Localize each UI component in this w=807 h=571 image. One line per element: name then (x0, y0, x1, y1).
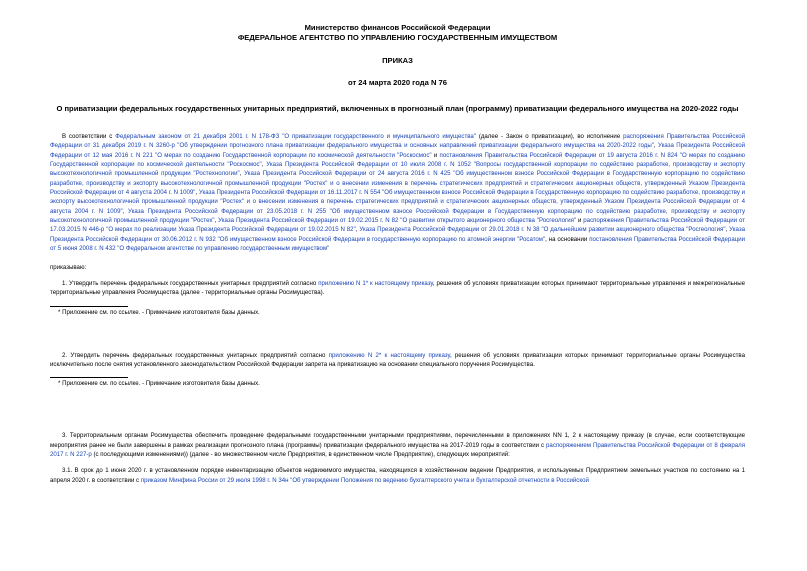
preamble-text: , (261, 161, 267, 169)
link-order-3260r[interactable]: распоряжения Правительства Российской Федерации от 31 декабря 2019 г. N 3260-р "Об утверждении прогнозного плана приватизации федерального имущества и основных направлений приватизации федерального имущества на 2020-2022 годы" (50, 133, 745, 150)
link-decree-425[interactable]: Указа Президента Российской Федерации от 24 августа 2016 г. N 425 "Об имущественном взносе Российской Федерации в Государственную корпорацию по содействию разработке, производству и экспорту высокотехнологичной промышленной продукции "Ростех" и о внесении изменения в перечень стратегических предприятий и стратегических акционерных обществ, утвержденный Указом Президента Российской Федерации от 4 августа 2004 г. N 1009" (50, 170, 745, 197)
preamble-text: и (576, 217, 584, 225)
ordered-label: приказываю: (50, 264, 87, 272)
footnote-1: * Приложение см. по ссылке. - Примечание изготовителя базы данных. (58, 308, 260, 316)
footnote-2: * Приложение см. по ссылке. - Примечание изготовителя базы данных. (58, 380, 260, 388)
preamble-text: , (355, 226, 360, 234)
link-order-227r[interactable]: распоряжением Правительства Российской Федерации от 8 февраля 2017 г. N 227-р (50, 441, 745, 458)
preamble-text: , (653, 142, 658, 150)
item-3-1-text: 3.1. В срок до 1 июня 2020 г. в установленном порядке инвентаризацию объектов недвижимого имущества, находящихся в хозяйственном ведении Предприятия, и используемых Предприятием земельных участков по состоянию на 1 апреля 2020 г. в соответствии с (50, 467, 745, 484)
link-decree-932[interactable]: Указа Президента Российской Федерации от 30.06.2012 г. N 932 "Об имущественном взносе Российской Федерации в государственную корпорацию по атомной энергии "Росатом" (50, 226, 746, 243)
link-resolution-432[interactable]: постановления Правительства Российской Федерации от 5 июня 2008 г. N 432 "О Федеральном агентстве по управлению государственным имуществом" (50, 235, 746, 253)
item-1-text: 1. Утвердить перечень федеральных государственных унитарных предприятий согласно (62, 279, 319, 287)
preamble-text: , (214, 217, 219, 225)
item-1 (50, 279, 745, 298)
item-3 (50, 431, 745, 459)
link-order-446r[interactable]: распоряжения Правительства Российской Федерации от 17.03.2015 N 446-р "О мерах по реализации Указа Президента Российской Федерации от 19.02.2015 N 82" (50, 217, 746, 234)
link-appendix-2[interactable]: приложению N 2* к настоящему приказу (328, 351, 450, 359)
link-decree-1052[interactable]: Указа Президента Российской Федерации от 10 июля 2008 г. N 1052 "Вопросы государственной корпорации по содействию разработке, производству и экспорту высокотехнологичной промышленной продукции "Ростехнологии" (50, 161, 745, 178)
link-appendix-1[interactable]: приложению N 1* к настоящему приказу (318, 279, 433, 287)
ministry-name: Министерство финансов Российской Федерации (304, 23, 491, 32)
doc-date-number: от 24 марта 2020 года N 76 (348, 78, 447, 87)
preamble-paragraph (50, 132, 745, 253)
link-federal-law-178[interactable]: Федеральным законом от 21 декабря 2001 г. N 178-ФЗ "О приватизации государственного и муниципального имущества" (115, 133, 476, 140)
doc-title: О приватизации федеральных государственных унитарных предприятий, включенных в прогнозный план (программу) приватизации федерального имущества на 2020-2022 годы (56, 104, 739, 113)
item-3-1 (50, 466, 745, 485)
link-resolution-824[interactable]: постановления Правительства Российской Федерации от 19 августа 2016 г. N 824 "О мерах по созданию Государственной корпорации по космической деятельности "Роскосмос" (50, 151, 746, 169)
doc-type: ПРИКАЗ (382, 56, 413, 65)
item-3-text-end: (с последующими изменениями)) (далее - во множественном числе Предприятия, в единственном числе Предприятие), следующих мероприятий: (91, 450, 510, 458)
preamble-text: , (195, 189, 199, 197)
preamble-text: , (239, 170, 245, 178)
preamble-text: (далее - Закон о приватизации), во исполнение (475, 133, 624, 140)
item-2 (50, 351, 745, 370)
link-decree-221[interactable]: Указа Президента Российской Федерации от 12 мая 2016 г. N 221 "О мерах по созданию Государственной корпорации по космической деятельности "Роскосмос" (50, 142, 746, 159)
preamble-text: , на основании (545, 235, 590, 243)
item-1-text-end: , решения об условиях приватизации которых принимают территориальные управления и межрегиональные территориальные управления Росимущества (далее - территориальные органы Росимущества). (50, 279, 745, 297)
item-3-text: 3. Территориальным органам Росимущества обеспечить проведение федеральными государственными унитарными предприятиями, перечисленными в приложениях NN 1, 2 к настоящему приказу (в случае, если соответствующие мероприятия ранее не были завершены в рамках реализации прогнозного плана (программы) приватизации федерального имущества на 2017-2019 годы в соответствии с (50, 432, 745, 449)
preamble-text: , (122, 207, 129, 215)
link-decree-554[interactable]: Указа Президента Российской Федерации от 16.11.2017 г. N 554 "Об имущественном взносе Российской Федерации в Государственную корпорацию по содействию разработке, производству и экспорту высокотехнологичной промышленной продукции "Ростех" и о внесении изменения в перечень стратегических предприятий и стратегических акционерных обществ, утвержденный Указом Президента Российской Федерации от 4 августа 2004 г. N 1009" (50, 189, 745, 215)
agency-name: ФЕДЕРАЛЬНОЕ АГЕНТСТВО ПО УПРАВЛЕНИЮ ГОСУДАРСТВЕННЫМ ИМУЩЕСТВОМ (237, 33, 558, 42)
item-2-text: 2. Утвердить перечень федеральных государственных унитарных предприятий согласно (62, 351, 329, 359)
preamble-text: В соответствии с (62, 133, 116, 140)
link-minfin-order-34n[interactable]: приказом Минфина России от 29 июля 1998 г. N 34н "Об утверждении Положения по ведению бухгалтерского учета и бухгалтерской отчетности в Российской (140, 476, 589, 484)
footnote-divider (50, 377, 128, 378)
preamble-text: , (725, 226, 730, 234)
footnote-divider (50, 306, 128, 307)
preamble-text: и (431, 151, 440, 159)
item-2-text-end: , решения об условиях приватизации которых принимают территориальные органы Росимущества исключительно после снятия установленного законодательством Российской Федерации запрета на приватизацию на основании специального поручения Росимущества. (50, 351, 745, 368)
link-decree-255[interactable]: Указа Президента Российской Федерации от 23.05.2018 г. N 255 "Об имущественном взносе Российской Федерации в Государственную корпорацию по содействию разработке, производству и экспорту высокотехнологичной промышленной продукции "Ростех" (50, 207, 745, 225)
link-decree-38[interactable]: Указа Президента Российской Федерации от 29.01.2018 г. N 38 "О дальнейшем развитии акционерного общества "Росгеология" (359, 226, 726, 234)
link-decree-82[interactable]: Указа Президента Российской Федерации от 19.02.2015 г. N 82 "О развитии открытого акционерного общества "Росгеология" (218, 217, 577, 225)
